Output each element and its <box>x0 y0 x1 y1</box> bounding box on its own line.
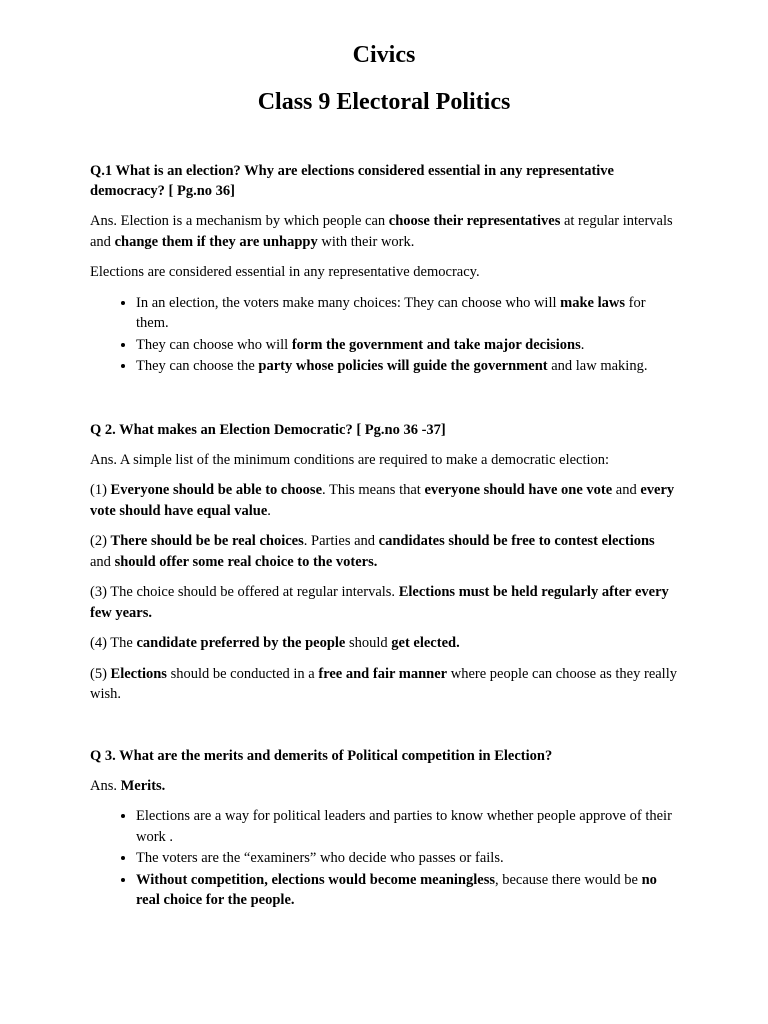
answer-3-intro <box>90 776 678 797</box>
answer-2-intro: Ans. A simple list of the minimum conditions are required to make a democratic election: <box>90 451 610 468</box>
text-run: should be conducted in a <box>166 665 319 682</box>
list-item <box>136 870 678 911</box>
bold-run: should offer some real choice to the voters. <box>114 553 378 570</box>
bold-run: free and fair manner <box>318 665 448 682</box>
text-run: . Parties and <box>303 533 379 549</box>
condition-1 <box>90 480 678 521</box>
question-1: Q.1 What is an election? Why are elections considered essential in any representative democracy? [ Pg.no 36] <box>90 163 614 199</box>
text-run: should <box>345 635 392 651</box>
question-3: Q 3. What are the merits and demerits of Political competition in Election? <box>90 747 553 764</box>
condition-3 <box>90 582 678 623</box>
answer-1-paragraph-2: Elections are considered essential in any representative democracy. <box>90 264 480 280</box>
bold-run: candidates should be free to contest elections <box>378 533 655 549</box>
question-block-2 <box>90 420 678 705</box>
bold-run: Without competition, elections would become meaningless <box>136 871 495 888</box>
text-run: . This means that <box>322 482 425 498</box>
bold-run: Elections must be held regularly after every few years. <box>90 584 669 621</box>
text-run: (2) <box>90 533 111 549</box>
question-block-1 <box>90 161 678 377</box>
bold-run: choose their representatives <box>388 213 561 229</box>
bold-run: get elected. <box>391 635 460 651</box>
bold-run: make laws <box>560 294 625 311</box>
bold-run: form the government and take major decisions <box>291 336 581 353</box>
bold-run: Elections <box>110 665 167 682</box>
text-run: Ans. <box>90 777 121 794</box>
bold-run: candidate preferred by the people <box>136 635 346 651</box>
text-run: In an election, the voters make many choices: They can choose who will <box>136 294 561 311</box>
bold-run: change them if they are unhappy <box>114 233 318 250</box>
text-run: where people can choose as they really wish. <box>90 665 677 702</box>
text-run: , because there would be <box>495 871 642 888</box>
text-run: They can choose the <box>136 358 259 374</box>
list-item <box>136 848 678 869</box>
condition-4 <box>90 633 678 654</box>
bold-run: no real choice for the people. <box>136 871 657 908</box>
question-2: Q 2. What makes an Election Democratic? [ Pg.no 36 -37] <box>90 421 446 438</box>
text-run: The voters are the “examiners” who decide who passes or fails. <box>136 850 504 866</box>
condition-5 <box>90 664 678 705</box>
list-item <box>136 806 678 847</box>
text-run: (3) The choice should be offered at regular intervals. <box>90 584 399 600</box>
text-run: (1) <box>90 482 111 498</box>
text-run: . <box>267 502 271 519</box>
text-run: and law making. <box>547 358 648 374</box>
text-run: and <box>90 553 115 570</box>
text-run: and <box>612 482 641 498</box>
text-run: at regular intervals and <box>90 213 673 250</box>
text-run: for them. <box>136 294 646 331</box>
text-run: (4) The <box>90 635 137 651</box>
bold-run: everyone should have one vote <box>424 482 613 498</box>
bold-run: There should be be real choices <box>110 533 304 549</box>
answer-3-bullet-list <box>90 806 678 911</box>
document-subtitle: Class 9 Electoral Politics <box>257 89 511 115</box>
text-run: (5) <box>90 665 111 682</box>
text-run: . <box>580 336 585 353</box>
list-item <box>136 293 678 334</box>
answer-1-bullet-list <box>90 293 678 377</box>
list-item <box>136 356 678 377</box>
condition-2 <box>90 531 678 572</box>
text-run: Elections are a way for political leaders and parties to know whether people approve of their work . <box>136 808 672 845</box>
bold-run: Everyone should be able to choose <box>110 482 323 498</box>
text-run: Ans. Election is a mechanism by which people can <box>90 213 389 229</box>
text-run: with their work. <box>317 233 415 250</box>
bold-run: Merits. <box>120 777 166 794</box>
bold-run: every vote should have equal value <box>90 482 675 519</box>
answer-1-paragraph <box>90 211 678 252</box>
list-item <box>136 335 678 356</box>
document-title: Civics <box>352 42 416 68</box>
bold-run: party whose policies will guide the government <box>258 358 548 374</box>
question-block-3 <box>90 746 678 911</box>
text-run: They can choose who will <box>136 336 292 353</box>
